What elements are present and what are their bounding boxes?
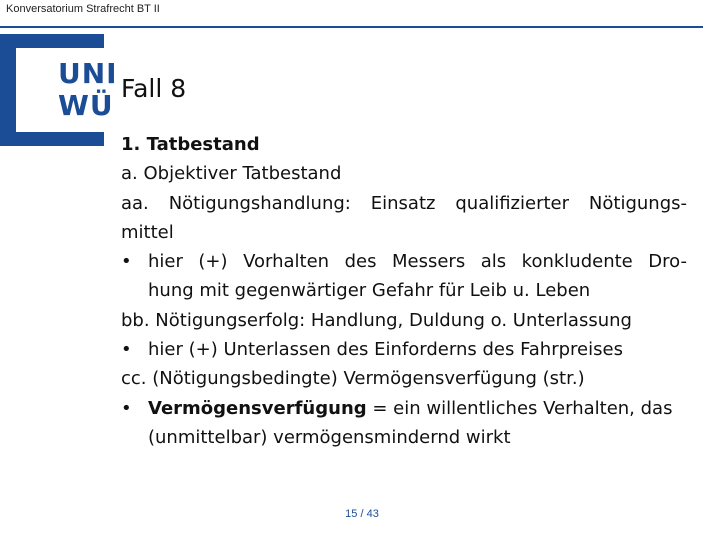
logo-text-line2: WÜ: [58, 89, 114, 122]
bullet-3-term: Vermögensverfügung: [148, 397, 367, 419]
bullet-1-line1: [121, 247, 687, 276]
bullet-dot: •: [121, 251, 132, 273]
logo-background: [16, 48, 118, 132]
bullet-1-text: hier (+) Vorhalten des Messers als konkludente Dro-: [148, 251, 687, 273]
header-rule: [0, 26, 703, 28]
logo-text-line1: UNI: [58, 57, 118, 90]
point-aa-line1: aa. Nötigungshandlung: Einsatz qualifizierter Nötigungs-: [121, 192, 687, 214]
bullet-dot: •: [121, 397, 132, 419]
bullet-dot: •: [121, 339, 132, 361]
header-title: Konversatorium Strafrecht BT II: [6, 3, 160, 15]
bullet-3-line2: (unmittelbar) vermögensmindernd wirkt: [148, 426, 511, 448]
point-aa-line2: mittel: [121, 221, 174, 243]
university-logo: [0, 34, 118, 146]
subheading-objektiver-tatbestand: a. Objektiver Tatbestand: [121, 163, 342, 185]
bullet-2-text: hier (+) Unterlassen des Einforderns des Fahrpreises: [148, 339, 623, 361]
slide-body: [121, 130, 687, 452]
point-bb: bb. Nötigungserfolg: Handlung, Duldung o. Unterlassung: [121, 309, 632, 331]
bullet-1-line2: hung mit gegenwärtiger Gefahr für Leib u. Leben: [148, 280, 591, 302]
bullet-2: [121, 335, 687, 364]
page-number: 15 / 43: [345, 508, 379, 520]
point-cc: cc. (Nötigungsbedingte) Vermögensverfügung (str.): [121, 368, 585, 390]
heading-tatbestand: 1. Tatbestand: [121, 134, 260, 155]
slide-title: Fall 8: [121, 74, 187, 103]
bullet-3-definition: = ein willentliches Verhalten, das: [366, 397, 673, 419]
bullet-3-line1: [121, 394, 687, 423]
